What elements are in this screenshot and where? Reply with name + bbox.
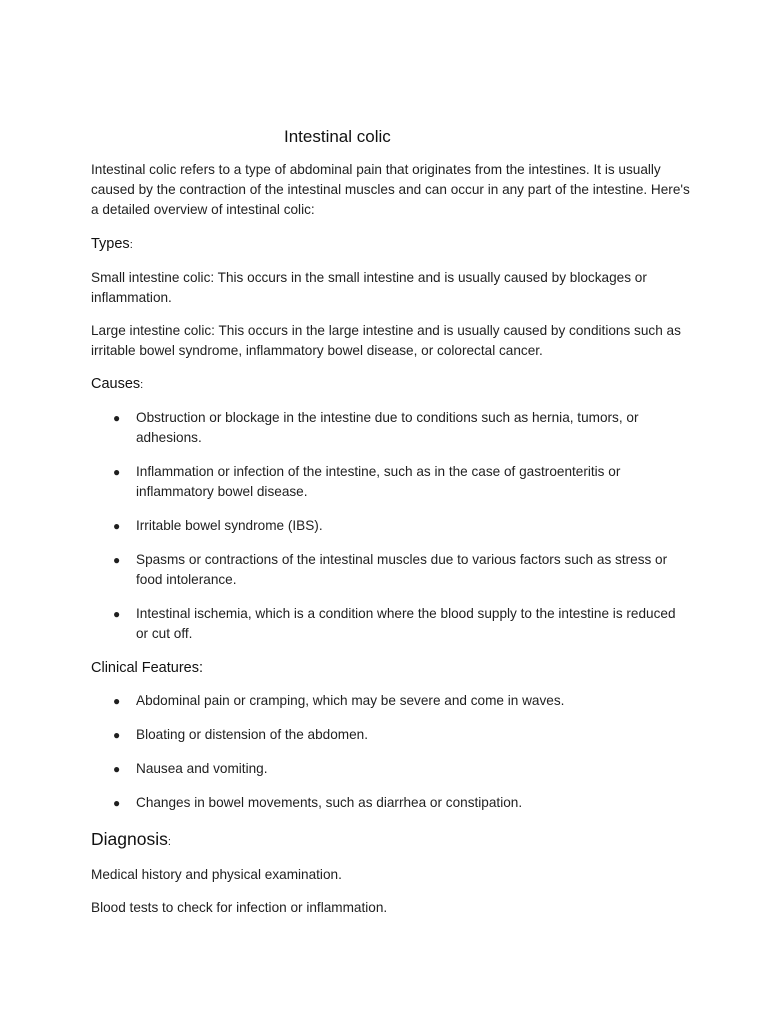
bullet-icon: ●	[113, 694, 121, 708]
list-item: ● Obstruction or blockage in the intestine due to conditions such as hernia, tumors, or adhesions.	[113, 410, 639, 445]
list-item: ● Abdominal pain or cramping, which may be severe and come in waves.	[91, 691, 691, 711]
types-heading: Types:	[91, 236, 133, 252]
diagnosis-heading: Diagnosis:	[91, 829, 171, 849]
bullet-icon: ●	[113, 411, 121, 425]
list-item: ● Bloating or distension of the abdomen.	[91, 725, 691, 745]
causes-list	[91, 408, 691, 644]
document-body	[91, 160, 691, 931]
list-item: ● Spasms or contractions of the intestinal muscles due to various factors such as stress or food intolerance.	[113, 552, 668, 587]
clinical-features-list	[91, 691, 691, 813]
bullet-icon: ●	[113, 796, 121, 810]
list-item: ● Irritable bowel syndrome (IBS).	[91, 516, 691, 536]
list-item: ● Inflammation or infection of the intestine, such as in the case of gastroenteritis or inflammatory bowel disease.	[113, 464, 621, 499]
bullet-icon: ●	[113, 519, 121, 533]
types-paragraph-large: Large intestine colic: This occurs in the large intestine and is usually caused by conditions such as irritable bowel syndrome, inflammatory bowel disease, or colorectal cancer.	[91, 323, 681, 358]
clinical-features-heading: Clinical Features:	[91, 660, 204, 676]
document-title: Intestinal colic	[284, 127, 391, 146]
diagnosis-paragraph-history: Medical history and physical examination.	[91, 867, 342, 882]
causes-heading: Causes:	[91, 376, 144, 392]
bullet-icon: ●	[113, 607, 121, 621]
bullet-icon: ●	[113, 465, 121, 479]
list-item: ● Intestinal ischemia, which is a condition where the blood supply to the intestine is reduced or cut off.	[113, 606, 676, 641]
bullet-icon: ●	[113, 728, 121, 742]
bullet-icon: ●	[113, 762, 121, 776]
list-item: ● Changes in bowel movements, such as diarrhea or constipation.	[91, 793, 691, 813]
diagnosis-paragraph-blood-tests: Blood tests to check for infection or inflammation.	[91, 900, 388, 915]
list-item: ● Nausea and vomiting.	[91, 759, 691, 779]
bullet-icon: ●	[113, 553, 121, 567]
intro-paragraph: Intestinal colic refers to a type of abdominal pain that originates from the intestines. It is usually caused by the contraction of the intestinal muscles and can occur in any part of the intestine. Here's a detailed overview of intestinal colic:	[91, 162, 690, 217]
types-paragraph-small: Small intestine colic: This occurs in the small intestine and is usually caused by blockages or inflammation.	[91, 270, 647, 305]
